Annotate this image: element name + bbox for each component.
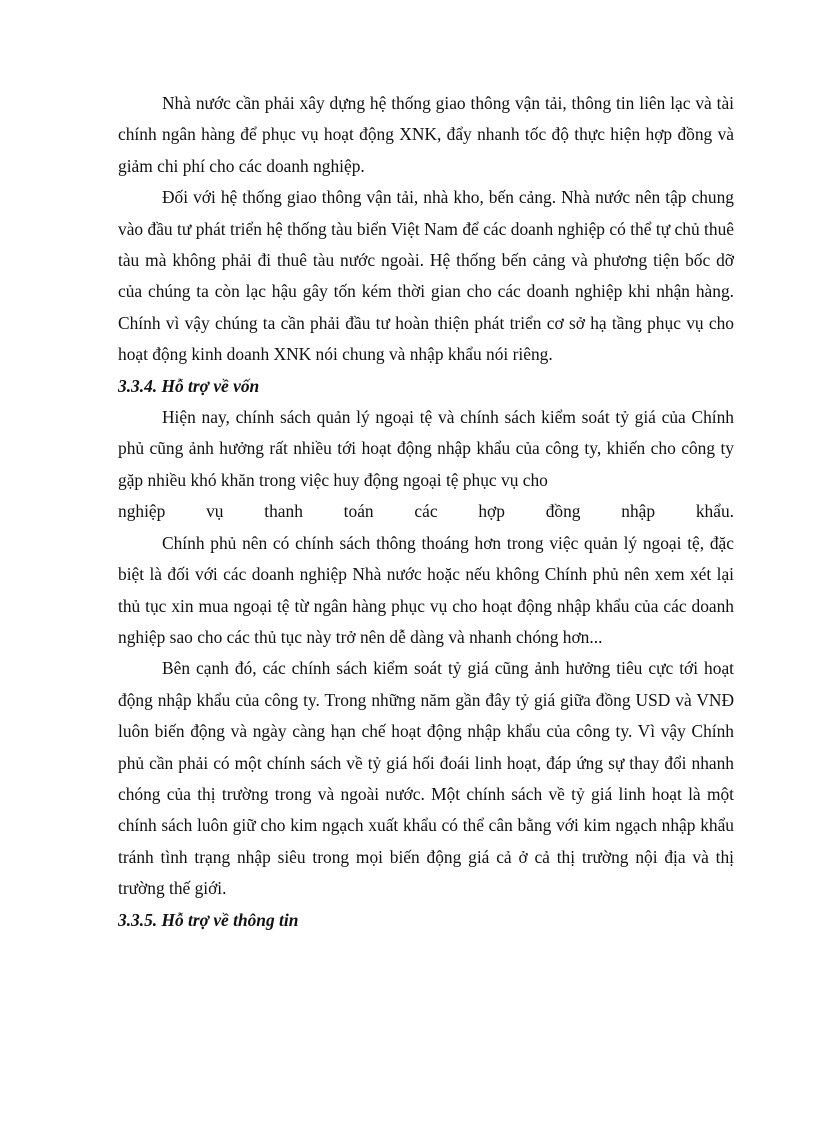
paragraph-government-policy: Chính phủ nên có chính sách thông thoáng hơn trong việc quản lý ngoại tệ, đặc biệt là đối với các doanh nghiệp Nhà nước hoặc nếu không Chính phủ nên xem xét lại thủ tục xin mua ngoại tệ từ ngân hàng phục vụ cho hoạt động nhập khẩu của các doanh nghiệp sao cho các thủ tục này trở nên dễ dàng và nhanh chóng hơn... [118,532,734,647]
paragraph-foreign-exchange-policy-last-line: nghiệp vụ thanh toán các hợp đồng nhập khẩu. [118,501,734,522]
paragraph-foreign-exchange-policy [118,402,734,528]
paragraph-infrastructure: Nhà nước cần phải xây dựng hệ thống giao thông vận tải, thông tin liên lạc và tài chính ngân hàng để phục vụ hoạt động XNK, đẩy nhanh tốc độ thực hiện hợp đồng và giảm chi phí cho các doanh nghiệp. [118,93,734,176]
section-heading-information-support: 3.3.5. Hỗ trợ về thông tin [118,909,299,930]
paragraph-exchange-rate-control: Bên cạnh đó, các chính sách kiểm soát tỷ giá cũng ảnh hưởng tiêu cực tới hoạt động nhập khẩu của công ty. Trong những năm gần đây tỷ giá giữa đồng USD và VNĐ luôn biến động và ngày càng hạn chế hoạt động nhập khẩu của công ty. Vì vậy Chính phủ cần phải có một chính sách về tỷ giá hối đoái linh hoạt, đáp ứng sự thay đổi nhanh chóng của thị trường trong và ngoài nước. Một chính sách về tỷ giá linh hoạt là một chính sách luôn giữ cho kim ngạch xuất khẩu có thể cân bằng với kim ngạch nhập khẩu tránh tình trạng nhập siêu trong mọi biến động giá cả ở cả thị trường nội địa và thị trường thế giới. [118,658,734,899]
paragraph-transport-ports: Đối với hệ thống giao thông vận tải, nhà kho, bến cảng. Nhà nước nên tập chung vào đầu tư phát triển hệ thống tàu biển Việt Nam để các doanh nghiệp có thể tự chủ thuê tàu mà không phải đi thuê tàu nước ngoài. Hệ thống bến cảng và phương tiện bốc dỡ của chúng ta còn lạc hậu gây tốn kém thời gian cho các doanh nghiệp khi nhận hàng. Chính vì vậy chúng ta cần phải đầu tư hoàn thiện phát triển cơ sở hạ tầng phục vụ cho hoạt động kinh doanh XNK nói chung và nhập khẩu nói riêng. [118,187,734,365]
section-heading-capital-support: 3.3.4. Hỗ trợ về vốn [118,375,260,396]
paragraph-foreign-exchange-policy-text: Hiện nay, chính sách quản lý ngoại tệ và chính sách kiểm soát tỷ giá của Chính phủ cũng ảnh hưởng rất nhiều tới hoạt động nhập khẩu của công ty, khiến cho công ty gặp nhiều khó khăn trong việc huy động ngoại tệ phục vụ cho [118,407,734,490]
